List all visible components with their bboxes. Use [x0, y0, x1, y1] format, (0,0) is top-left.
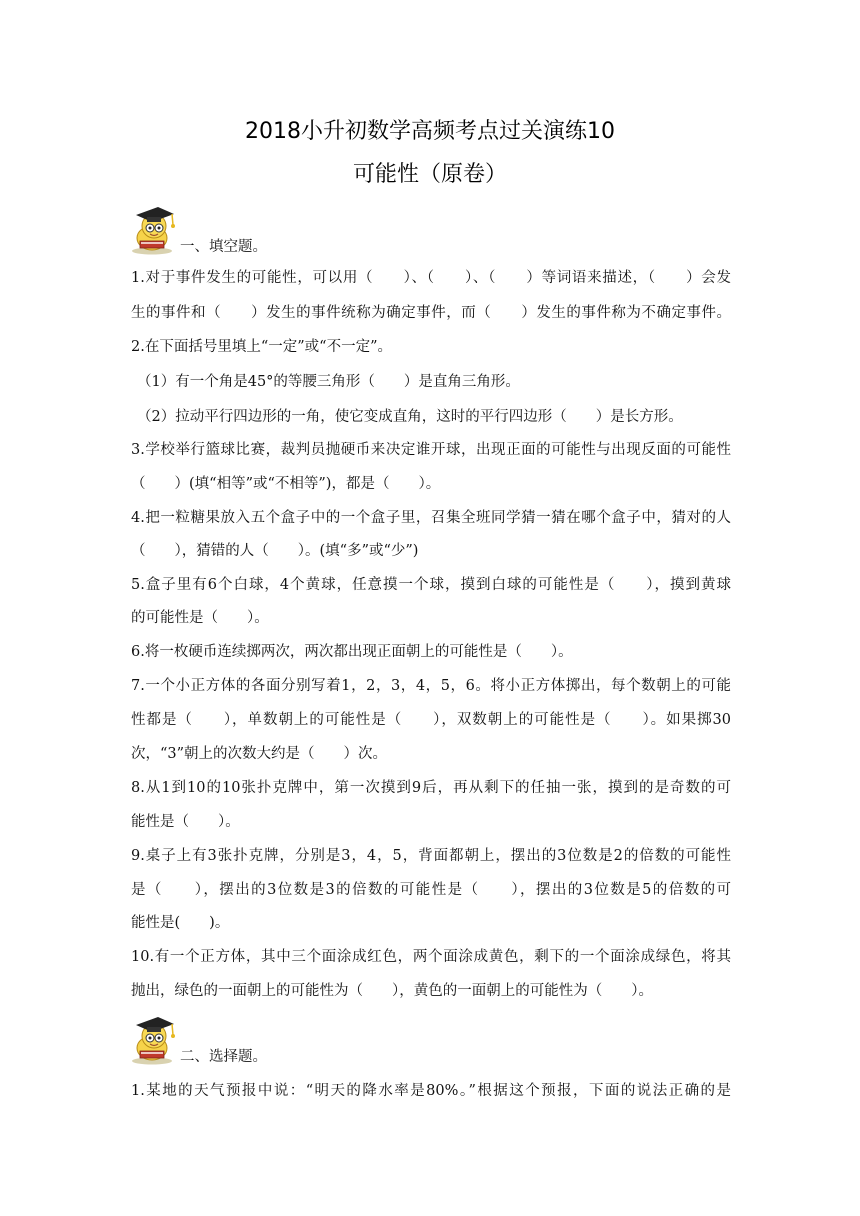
question-line: （2）拉动平行四边形的一角，使它变成直角，这时的平行四边形（ ）是长方形。 — [137, 409, 683, 425]
section-heading: 二、选择题。 — [180, 1049, 267, 1065]
section-heading: 一、填空题。 — [180, 239, 267, 255]
question-line: 8.从1到10的10张扑克牌中，第一次摸到9后，再从剩下的任抽一张，摸到的是奇数的可 — [131, 780, 731, 796]
question-line: 9.桌子上有3张扑克牌，分别是3，4，5，背面都朝上，摆出的3位数是2的倍数的可能性 — [131, 848, 731, 864]
question-line: 6.将一枚硬币连续掷两次，两次都出现正面朝上的可能性是（ ）。 — [131, 644, 573, 660]
question-line: 4.把一粒糖果放入五个盒子中的一个盒子里，召集全班同学猜一猜在哪个盒子中，猜对的人 — [131, 510, 731, 526]
question-line: 次，“3”朝上的次数大约是（ ）次。 — [131, 746, 388, 762]
document-subtitle: 可能性（原卷） — [352, 162, 507, 187]
question-line: 5.盒子里有6个白球，4个黄球，任意摸一个球，摸到白球的可能性是（ ），摸到黄球 — [131, 577, 731, 593]
scholar-mascot-icon — [128, 205, 178, 255]
question-line: 抛出，绿色的一面朝上的可能性为（ ），黄色的一面朝上的可能性为（ ）。 — [131, 983, 653, 999]
question-line: 1.某地的天气预报中说：“明天的降水率是80%。”根据这个预报，下面的说法正确的是 — [131, 1083, 731, 1099]
question-line: （1）有一个角是45°的等腰三角形（ ）是直角三角形。 — [137, 374, 520, 390]
question-line: 3.学校举行篮球比赛，裁判员抛硬币来决定谁开球，出现正面的可能性与出现反面的可能性 — [131, 442, 731, 458]
question-line: 能性是（ ）。 — [131, 814, 240, 830]
scholar-mascot-icon — [128, 1015, 178, 1065]
question-line: 的可能性是（ ）。 — [131, 610, 269, 626]
document-title: 2018小升初数学高频考点过关演练10 — [245, 119, 615, 144]
question-line: 能性是( )。 — [131, 915, 230, 931]
question-line: 2.在下面括号里填上“一定”或“不一定”。 — [131, 339, 392, 355]
question-line: 1.对于事件发生的可能性，可以用（ ）、（ ）、（ ）等词语来描述，（ ）会发 — [131, 270, 731, 286]
question-line: 生的事件和（ ）发生的事件统称为确定事件，而（ ）发生的事件称为不确定事件。 — [131, 305, 731, 321]
question-line: （ ）(填“相等”或“不相等”)，都是（ ）。 — [131, 476, 441, 492]
question-line: 是（ ），摆出的3位数是3的倍数的可能性是（ ），摆出的3位数是5的倍数的可 — [131, 882, 731, 898]
question-line: 7.一个小正方体的各面分别写着1，2，3，4，5，6。将小正方体掷出，每个数朝上的可能 — [131, 678, 731, 694]
question-line: 性都是（ ），单数朝上的可能性是（ ），双数朝上的可能性是（ ）。如果掷30 — [131, 712, 731, 728]
question-line: （ ），猜错的人（ ）。(填“多”或“少”) — [131, 543, 419, 559]
question-line: 10.有一个正方体，其中三个面涂成红色，两个面涂成黄色，剩下的一个面涂成绿色，将其 — [131, 949, 731, 965]
